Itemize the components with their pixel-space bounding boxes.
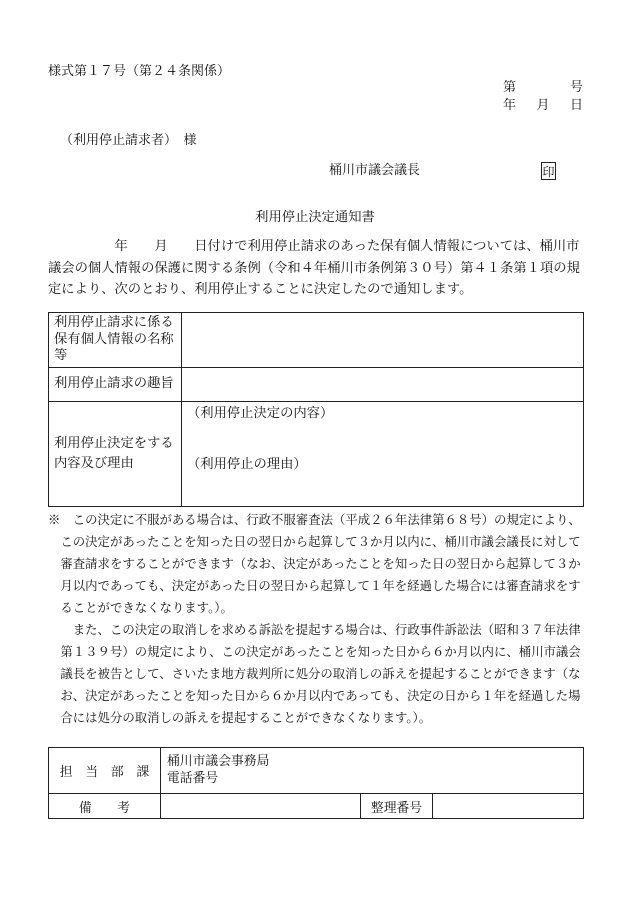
body-paragraph: 年 月 日付けで利用停止請求のあった保有個人情報については、桶川市議会の個人情報の保護に関する条例（令和４年桶川市条例第３０号）第４１条第１項の規定により、次のとおり、利用停止することに決定したので通知します。 bbox=[48, 239, 580, 297]
detail-table bbox=[48, 312, 584, 507]
department-name: 桶川市議会事務局 bbox=[167, 754, 270, 769]
decision-content-heading: （利用停止決定の内容） bbox=[187, 405, 334, 421]
table-row bbox=[49, 313, 584, 368]
decision-box bbox=[182, 402, 583, 506]
lawsuit-note: また、この決定の取消しを求める訴訟を提起する場合は、行政事件訴訟法（昭和３７年法律第１３９号）の規定により、この決定があったことを知った日から６か月以内に、桶川市議会議長を被告として、さいたま地方裁判所に処分の取消しの訴えを提起することができます（なお、決定があったことを知った日から６か月以内であっても、決定の日から１年を経過した場合には処分の取消しの訴えを提起することができなくなります。）。 bbox=[60, 622, 581, 725]
reference-number-value bbox=[433, 794, 584, 819]
table-row bbox=[49, 794, 584, 819]
recipient: （利用停止請求者） 様 bbox=[60, 133, 197, 148]
contact-table bbox=[48, 747, 584, 819]
seal-icon: 印 bbox=[541, 162, 556, 180]
appeal-note: ※ この決定に不服がある場合は、行政不服審査法（平成２６年法律第６８号）の規定により、この決定があったことを知った日の翌日から起算して３か月以内に、桶川市議会議長に対して審査請求をすることができます（なお、決定があったことを知った日の翌日から起算して３か月以内であっても、決定があった日の翌日から起算して１年を経過した場合には審査請求をすることができなくなります。）。 bbox=[48, 512, 581, 615]
purpose-label: 利用停止請求の趣旨 bbox=[49, 367, 182, 401]
document-title: 利用停止決定通知書 bbox=[255, 210, 375, 225]
table-row bbox=[49, 367, 584, 401]
name-value bbox=[182, 313, 584, 368]
document-number-prefix: 第 bbox=[503, 80, 517, 95]
document-number-suffix: 号 bbox=[569, 80, 583, 95]
decision-value bbox=[182, 401, 584, 506]
date-year-unit: 年 bbox=[503, 98, 517, 113]
table-row bbox=[49, 401, 584, 506]
decision-reason-heading: （利用停止の理由） bbox=[187, 456, 307, 472]
issue-date bbox=[503, 98, 583, 114]
reference-number-label: 整理番号 bbox=[361, 794, 433, 819]
remarks-value bbox=[161, 794, 361, 819]
date-month-unit: 月 bbox=[536, 98, 550, 113]
notes bbox=[48, 509, 584, 729]
form-number: 様式第１７号（第２４条関係） bbox=[48, 64, 231, 79]
name-label: 利用停止請求に係る保有個人情報の名称等 bbox=[49, 313, 182, 368]
department-value bbox=[161, 748, 584, 794]
document-number bbox=[503, 80, 583, 96]
remarks-label: 備 考 bbox=[49, 794, 161, 819]
decision-label: 利用停止決定をする内容及び理由 bbox=[49, 401, 182, 506]
phone-label: 電話番号 bbox=[167, 771, 219, 786]
table-row bbox=[49, 748, 584, 794]
purpose-value bbox=[182, 367, 584, 401]
department-label: 担 当 部 課 bbox=[49, 748, 161, 794]
date-day-unit: 日 bbox=[569, 98, 583, 113]
sender: 桶川市議会議長 bbox=[329, 163, 421, 178]
